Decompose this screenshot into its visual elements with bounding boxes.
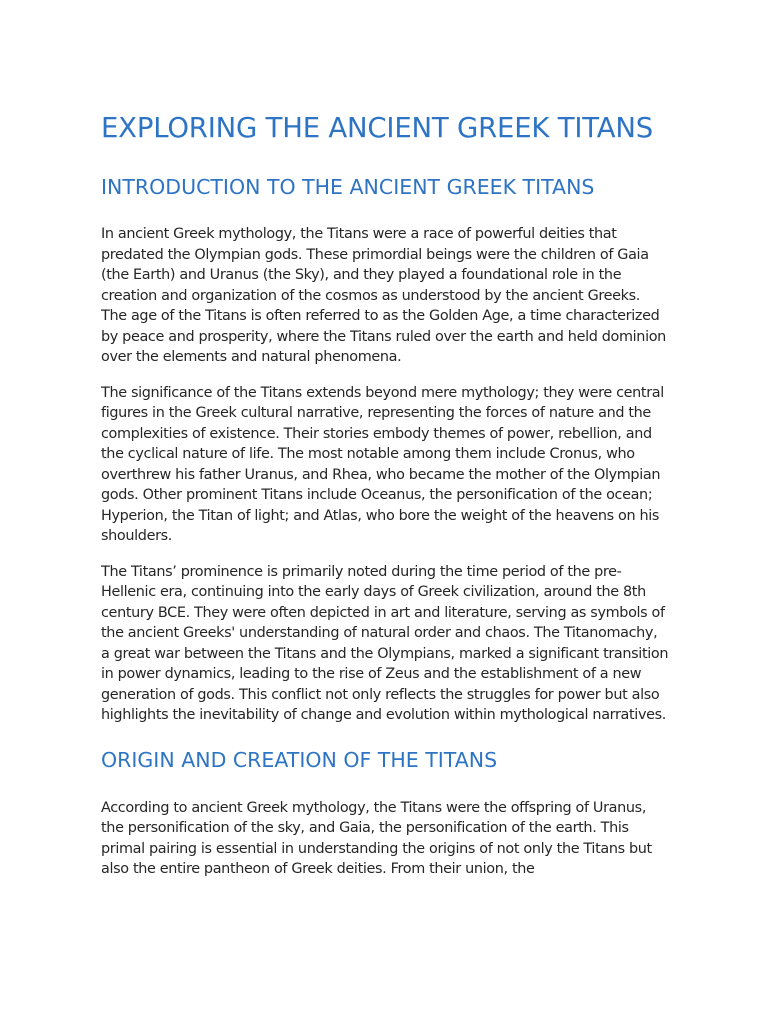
- introduction-paragraph-1: In ancient Greek mythology, the Titans were a race of powerful deities that predated the Olympian gods. These primordial beings were the children of Gaia (the Earth) and Uranus (the Sky), and they played a foundational role in the creation and organization of the cosmos as understood by the ancient Greeks. The age of the Titans is often referred to as the Golden Age, a time characterized by peace and prosperity, where the Titans ruled over the earth and held dominion over the elements and natural phenomena.: [101, 226, 666, 365]
- document-title: EXPLORING THE ANCIENT GREEK TITANS: [101, 112, 653, 144]
- origin-paragraph-1: According to ancient Greek mythology, the Titans were the offspring of Uranus, the personification of the sky, and Gaia, the personification of the earth. This primal pairing is essential in understanding the origins of not only the Titans but also the entire pantheon of Greek deities. From their union, the: [101, 799, 652, 877]
- document-body: [101, 108, 669, 880]
- introduction-paragraph-3: The Titans’ prominence is primarily noted during the time period of the pre-Hellenic era, continuing into the early days of Greek civilization, around the 8th century BCE. They were often depicted in art and literature, serving as symbols of the ancient Greeks' understanding of natural order and chaos. The Titanomachy, a great war between the Titans and the Olympians, marked a significant transition in power dynamics, leading to the rise of Zeus and the establishment of a new generation of gods. This conflict not only reflects the struggles for power but also highlights the inevitability of change and evolution within mythological narratives.: [101, 563, 669, 723]
- section-heading-origin: ORIGIN AND CREATION OF THE TITANS: [101, 747, 498, 772]
- section-heading-introduction: INTRODUCTION TO THE ANCIENT GREEK TITANS: [101, 175, 595, 199]
- introduction-paragraph-2: The significance of the Titans extends beyond mere mythology; they were central figures in the Greek cultural narrative, representing the forces of nature and the complexities of existence. Their stories embody themes of power, rebellion, and the cyclical nature of life. The most notable among them include Cronus, who overthrew his father Uranus, and Rhea, who became the mother of the Olympian gods. Other prominent Titans include Oceanus, the personification of the ocean; Hyperion, the Titan of light; and Atlas, who bore the weight of the heavens on his shoulders.: [101, 384, 664, 544]
